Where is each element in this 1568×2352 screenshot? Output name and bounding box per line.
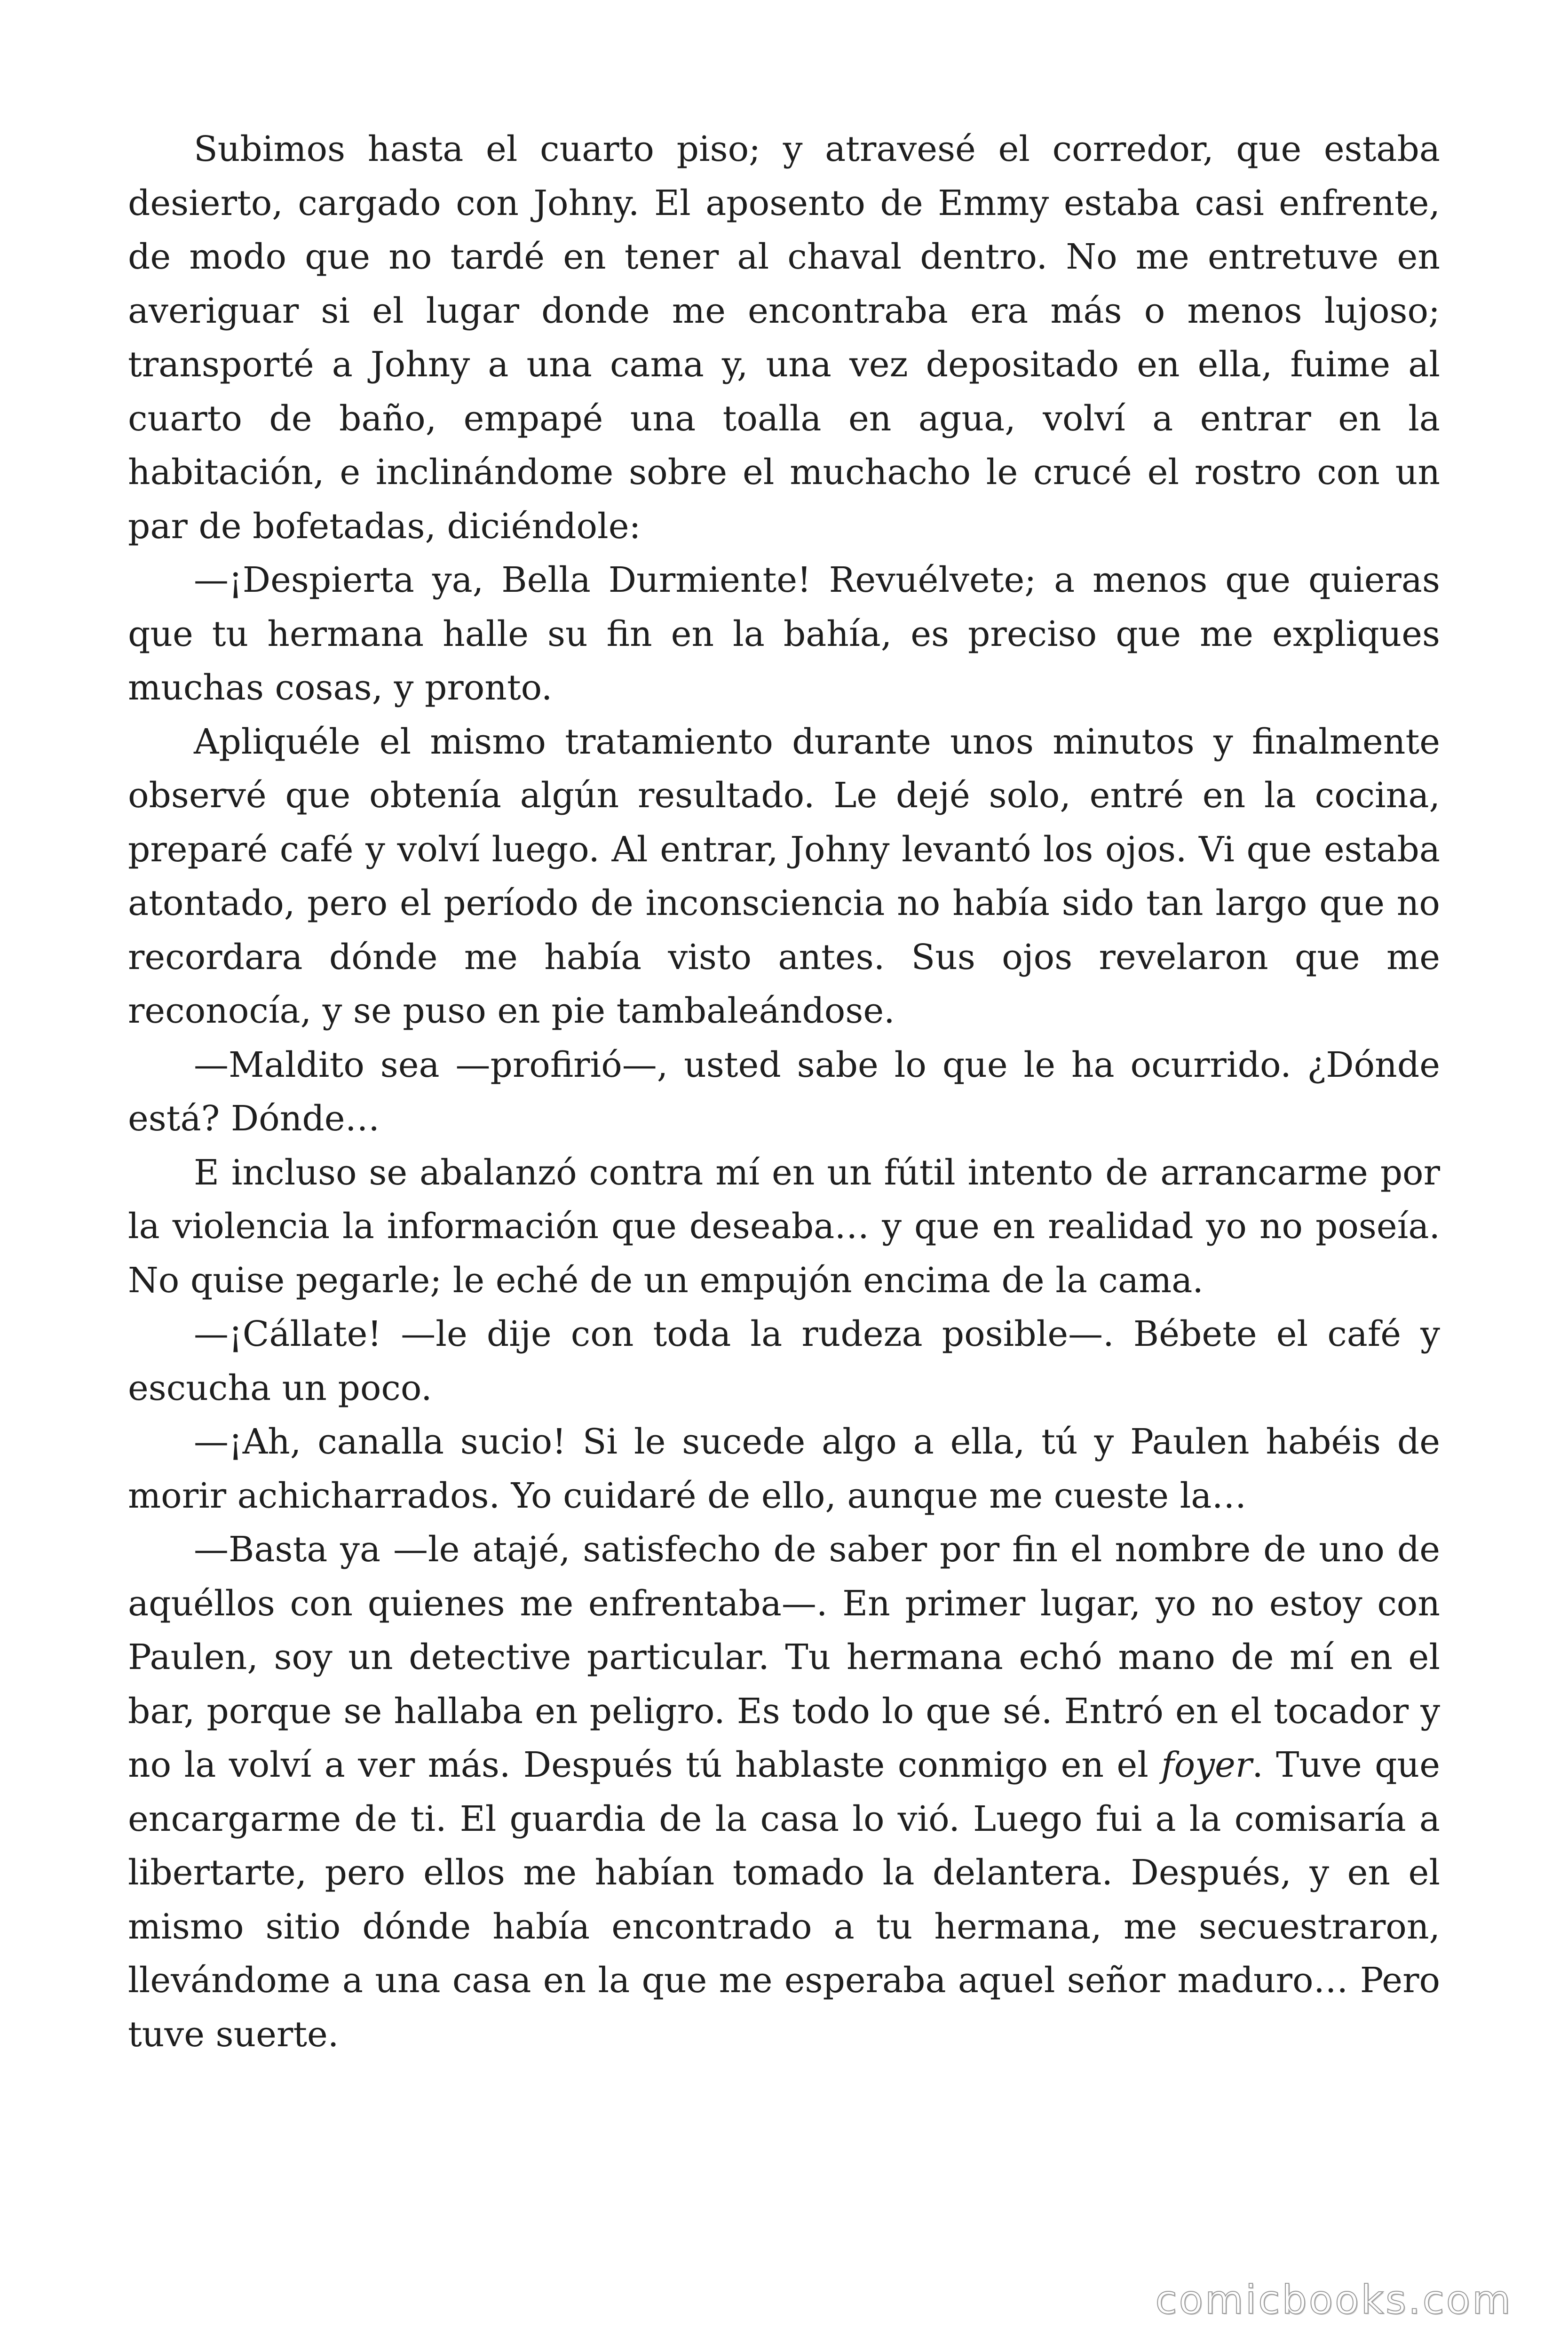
- body-text: [128, 122, 1440, 2061]
- paragraph-8-start: —Basta ya —le atajé, satisfecho de saber por fin el nombre de uno de aquéllos con quienes me enfrentaba—. En primer lugar, yo no estoy con Paulen, soy un detective particular. Tu hermana echó mano de mí en el bar, porque se hallaba en peligro. Es todo lo que sé. Entró en el tocador y no la volví a ver más. Después tú hablaste conmigo en el: [128, 1529, 1440, 1785]
- italic-word: foyer: [1161, 1745, 1252, 1785]
- watermark-logo: comicbooks.com: [1155, 2277, 1513, 2323]
- paragraph-7: —¡Ah, canalla sucio! Si le sucede algo a ella, tú y Paulen habéis de morir achicharrados. Yo cuidaré de ello, aunque me cueste la…: [128, 1422, 1440, 1516]
- paragraph-1: Subimos hasta el cuarto piso; y atravesé el corredor, que estaba desierto, cargado con Johny. El aposento de Emmy estaba casi enfrente, de modo que no tardé en tener al chaval dentro. No me entretuve en averiguar si el lugar donde me encontraba era más o menos lujoso; transporté a Johny a una cama y, una vez depositado en ella, fuime al cuarto de baño, empapé una toalla en agua, volví a entrar en la habitación, e inclinándome sobre el muchacho le crucé el rostro con un par de bofetadas, diciéndole:: [128, 129, 1440, 547]
- paragraph-4: —Maldito sea —profirió—, usted sabe lo que le ha ocurrido. ¿Dónde está? Dónde…: [128, 1044, 1440, 1139]
- paragraph-2: —¡Despierta ya, Bella Durmiente! Revuélvete; a menos que quieras que tu hermana halle su fin en la bahía, es preciso que me expliques muchas cosas, y pronto.: [128, 560, 1440, 708]
- paragraph-3: Apliquéle el mismo tratamiento durante unos minutos y finalmente observé que obtenía algún resultado. Le dejé solo, entré en la cocina, preparé café y volví luego. Al entrar, Johny levantó los ojos. Vi que estaba atontado, pero el período de inconsciencia no había sido tan largo que no recordara dónde me había visto antes. Sus ojos revelaron que me reconocía, y se puso en pie tambaleándose.: [128, 721, 1440, 1031]
- paragraph-8-end: . Tuve que encargarme de ti. El guardia de la casa lo vió. Luego fui a la comisaría a libertarte, pero ellos me habían tomado la delantera. Después, y en el mismo sitio dónde había encontrado a tu hermana, me secuestraron, llevándome a una casa en la que me esperaba aquel señor maduro… Pero tuve suerte.: [128, 1745, 1440, 2055]
- paragraph-5: E incluso se abalanzó contra mí en un fútil intento de arrancarme por la violencia la información que deseaba… y que en realidad yo no poseía. No quise pegarle; le eché de un empujón encima de la cama.: [128, 1152, 1440, 1301]
- paragraph-6: —¡Cállate! —le dije con toda la rudeza posible—. Bébete el café y escucha un poco.: [128, 1314, 1440, 1408]
- paragraph-8: [128, 1523, 1440, 2061]
